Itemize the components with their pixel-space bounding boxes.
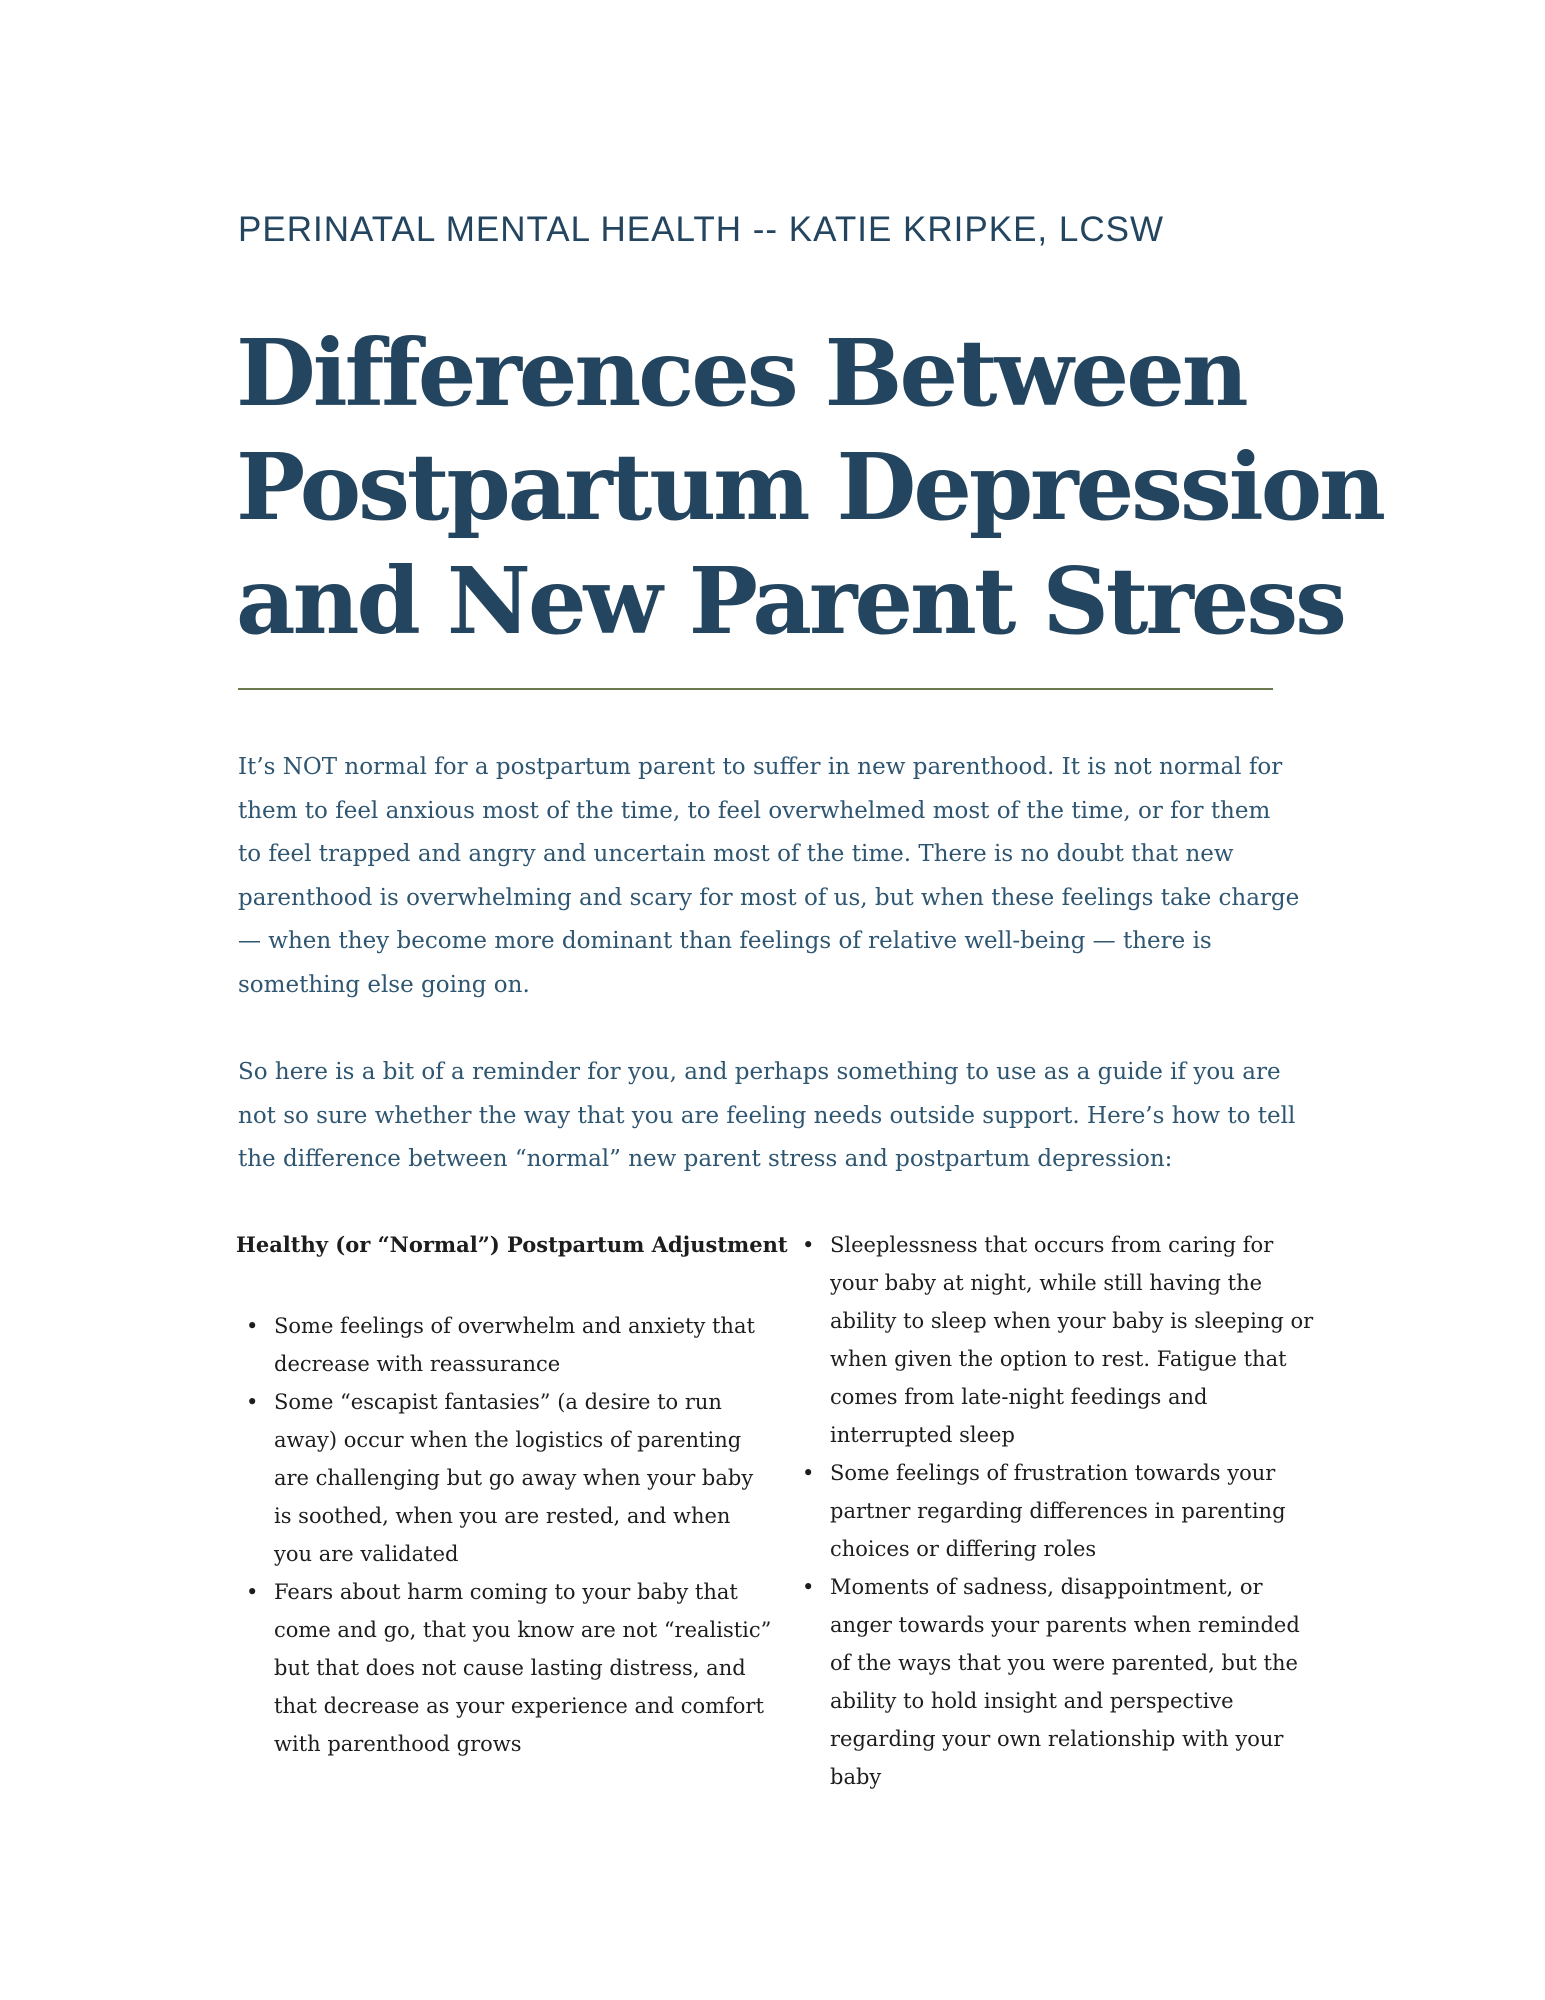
list-item-line: ability to sleep when your baby is sleeping or bbox=[830, 1309, 1314, 1333]
paragraph-line: to feel trapped and angry and uncertain most of the time. There is no doubt that new bbox=[238, 841, 1234, 868]
list-item-line: Some “escapist fantasies” (a desire to run bbox=[274, 1390, 722, 1414]
list-item-line: when given the option to rest. Fatigue that bbox=[830, 1347, 1287, 1371]
list-item-line: Moments of sadness, disappointment, or bbox=[830, 1575, 1263, 1599]
paragraph-line: So here is a bit of a reminder for you, and perhaps something to use as a guide if you are bbox=[238, 1059, 1281, 1085]
list-item-line: Sleeplessness that occurs from caring for bbox=[830, 1233, 1274, 1257]
intro-paragraph-1 bbox=[238, 746, 1300, 1008]
bullet-list bbox=[792, 1226, 1312, 1796]
column-heading: Healthy (or “Normal”) Postpartum Adjustment bbox=[236, 1232, 788, 1257]
list-item-line: that decrease as your experience and comfort bbox=[274, 1694, 764, 1718]
bullet-icon: • bbox=[802, 1575, 815, 1599]
bullet-list bbox=[236, 1307, 772, 1763]
paragraph-line: not so sure whether the way that you are feeling needs outside support. Here’s how to tell bbox=[238, 1102, 1296, 1129]
title-line: and New Parent Stress bbox=[236, 547, 1344, 655]
bullet-icon: • bbox=[246, 1580, 259, 1604]
list-item-line: come and go, that you know are not “realistic” bbox=[274, 1618, 772, 1642]
right-column bbox=[792, 1226, 1312, 1796]
paragraph-line: — when they become more dominant than feelings of relative well-being — there is bbox=[238, 928, 1212, 955]
title-line: Differences Between bbox=[236, 319, 1246, 427]
list-item-line: ability to hold insight and perspective bbox=[830, 1689, 1234, 1713]
list-item-line: of the ways that you were parented, but the bbox=[830, 1651, 1298, 1675]
bullet-icon: • bbox=[802, 1461, 815, 1485]
list-item-line: Fears about harm coming to your baby that bbox=[274, 1580, 738, 1604]
list-item-line: your baby at night, while still having the bbox=[830, 1271, 1263, 1295]
list-item-line: with parenthood grows bbox=[274, 1732, 522, 1756]
list-item-line: anger towards your parents when reminded bbox=[830, 1613, 1300, 1637]
list-item bbox=[792, 1568, 1312, 1796]
list-item bbox=[792, 1454, 1312, 1568]
list-item-line: Some feelings of overwhelm and anxiety that bbox=[274, 1314, 755, 1338]
title-line: Postpartum Depression bbox=[236, 433, 1383, 541]
list-item-line: are challenging but go away when your baby bbox=[274, 1466, 754, 1490]
list-item-line: choices or differing roles bbox=[830, 1537, 1097, 1561]
list-item bbox=[236, 1573, 772, 1763]
bullet-icon: • bbox=[802, 1233, 815, 1257]
bullet-icon: • bbox=[246, 1390, 259, 1414]
list-item-line: interrupted sleep bbox=[830, 1423, 1015, 1447]
eyebrow-heading: PERINATAL MENTAL HEALTH -- KATIE KRIPKE, LCSW bbox=[238, 210, 1164, 249]
list-item-line: comes from late-night feedings and bbox=[830, 1385, 1208, 1409]
page-title bbox=[236, 316, 1383, 658]
list-item-line: baby bbox=[830, 1765, 882, 1789]
list-item bbox=[792, 1226, 1312, 1454]
list-item-line: Some feelings of frustration towards your bbox=[830, 1461, 1276, 1485]
paragraph-line: them to feel anxious most of the time, to feel overwhelmed most of the time, or for them bbox=[238, 797, 1271, 824]
paragraph-line: parenthood is overwhelming and scary for most of us, but when these feelings take charge bbox=[238, 884, 1300, 911]
left-column bbox=[236, 1226, 788, 1763]
paragraph-line: It’s NOT normal for a postpartum parent to suffer in new parenthood. It is not normal for bbox=[238, 754, 1283, 780]
list-item-line: regarding your own relationship with your bbox=[830, 1727, 1284, 1751]
list-item-line: away) occur when the logistics of parenting bbox=[274, 1428, 742, 1452]
list-item-line: partner regarding differences in parenting bbox=[830, 1499, 1286, 1523]
bullet-icon: • bbox=[246, 1314, 259, 1338]
paragraph-line: the difference between “normal” new parent stress and postpartum depression: bbox=[238, 1146, 1173, 1173]
list-item-line: but that does not cause lasting distress, and bbox=[274, 1656, 746, 1680]
paragraph-line: something else going on. bbox=[238, 971, 530, 998]
list-item-line: decrease with reassurance bbox=[274, 1352, 561, 1376]
divider-rule bbox=[238, 688, 1273, 690]
list-item-line: is soothed, when you are rested, and when bbox=[274, 1504, 731, 1528]
list-item bbox=[236, 1307, 756, 1383]
intro-paragraph-2 bbox=[238, 1051, 1296, 1182]
list-item-line: you are validated bbox=[274, 1542, 459, 1566]
list-item bbox=[236, 1383, 756, 1573]
